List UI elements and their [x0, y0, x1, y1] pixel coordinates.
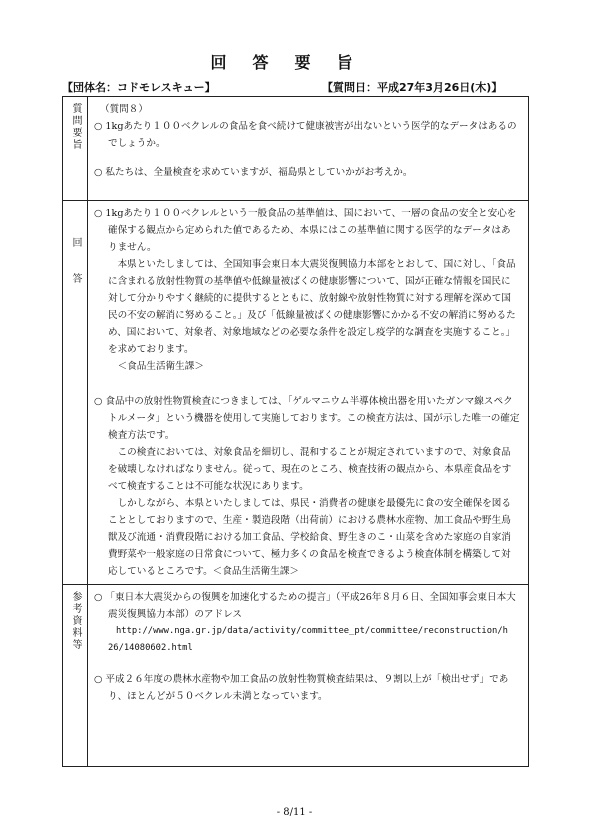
reference-label-text: 参考資料等 — [70, 591, 81, 651]
answer-summary-table — [62, 96, 529, 767]
answer-label — [63, 201, 88, 585]
reference-item-1: ○ 「東日本大震災からの復興を加速化するための提言」（平成26年８月６日、全国知事会東日本大震災復興協力本部）のアドレス — [94, 592, 516, 620]
answer-content — [88, 201, 529, 585]
reference-item-2: ○ 平成２６年度の農林水産物や加工食品の放射性物質検査結果は、９割以上が「検出せず」であり、ほとんどが５０ベクレル未満となっています。 — [94, 674, 509, 702]
reference-content — [88, 585, 529, 767]
question-header: （質問８） — [100, 104, 148, 115]
answer-label-text: 回答 — [70, 237, 81, 309]
page-number: - 8/11 - — [276, 807, 313, 818]
question-item-2: ○ 私たちは、全量検査を求めていますが、福島県としていかがお考えか。 — [94, 167, 413, 178]
question-date: 【質問日：平成27年3月26日(木)】 — [322, 81, 503, 94]
organization-name: 【団体名：コドモレスキュー】 — [62, 81, 216, 94]
question-item-1: ○ 1kgあたり１００ベクレルの食品を食べ続けて健康被害が出ないという医学的なデータはあるのでしょうか。 — [94, 121, 517, 149]
reference-url-line1: http://www.nga.gr.jp/data/activity/committee_pt/committee/reconstruction/h — [116, 626, 508, 636]
answer-block1-p2: 本県といたしましては、全国知事会東日本大震災復興協力本部をとおして、国に対し、「食品に含まれる放射性物質の基準値や低線量被ばくの健康影響について、国が正確な情報を国民に対して分かりやすく継続的に提供するとともに、放射線や放射性物質に対する理解を深めて国民の不安の解消に努めること。」及び「低線量被ばくの健康影響にかかる不安の解消に努めるため、国において、対象者、対象地域などの必要な条件を設定し疫学的な調査を実施すること。」を求めております。 — [108, 259, 516, 355]
question-row — [63, 97, 529, 201]
page-title: 回答要旨 — [210, 53, 379, 72]
question-label-text: 質問要旨 — [70, 103, 81, 151]
reference-row — [63, 585, 529, 767]
reference-url-line2: 26/14080602.html — [108, 643, 193, 653]
answer-block2-p3: しかしながら、本県といたしましては、県民・消費者の健康を最優先に食の安全確保を図ることとしておりますので、生産・製造段階（出荷前）における農林水産物、加工食品や野生鳥獣及び流通・消費段階における加工食品、学校給食、野生きのこ・山菜を含めた家庭の自家消費野菜や一般家庭の日常食について、極力多くの食品を検査できるよう検査体制を構築して対応しているところです。＜食品生活衛生課＞ — [108, 498, 511, 577]
question-label — [63, 97, 88, 201]
reference-label — [63, 585, 88, 767]
answer-block1-p1: ○ 1kgあたり１００ベクレルという一般食品の基準値は、国において、一層の食品の安全と安心を確保する観点から定められた値であるため、本県にはこの基準値に関する医学的なデータはありません。 — [94, 208, 517, 253]
answer-block2-p1: ○ 食品中の放射性物質検査につきましては、「ゲルマニウム半導体検出器を用いたガンマ線スペクトルメータ」という機器を使用して実施しております。この検査方法は、国が示した唯一の確定検査方法です。 — [94, 396, 520, 441]
question-content — [88, 97, 529, 201]
answer-block2-p2: この検査においては、対象食品を細切し、混和することが規定されていますので、対象食品を破壊しなければなりません。従って、現在のところ、検査技術の観点から、本県産食品をすべて検査することは不可能な状況にあります。 — [108, 447, 512, 492]
answer-row — [63, 201, 529, 585]
answer-block1-dept: ＜食品生活衛生課＞ — [117, 361, 204, 372]
